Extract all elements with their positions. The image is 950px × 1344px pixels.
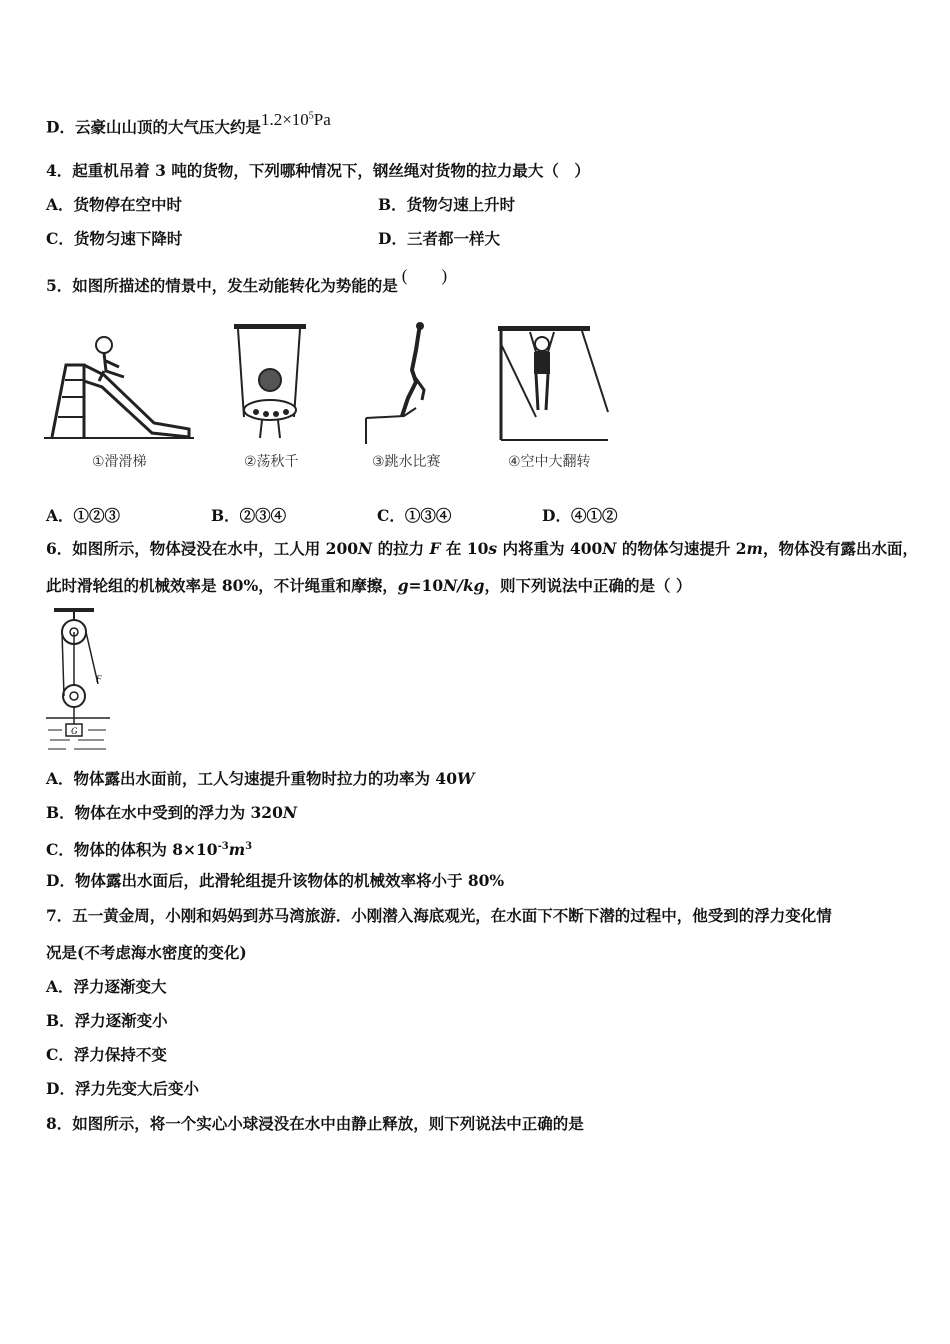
- q7-stem-line2: 况是(不考虑海水密度的变化): [46, 943, 247, 962]
- figure-swing: [226, 322, 316, 447]
- pulley-F-label: F: [96, 674, 102, 684]
- q6-stem-line1: 6．如图所示，物体浸没在水中，工人用 200N 的拉力 F 在 10s 内将重为 400N 的物体匀速提升 2m，物体没有露出水面，: [46, 539, 918, 558]
- q4-stem: 4．起重机吊着 3 吨的货物，下列哪种情况下，钢丝绳对货物的拉力最大（ ）: [46, 161, 590, 180]
- q5-option-b: B．②③④: [211, 506, 287, 525]
- caption-slide: ①滑滑梯: [92, 454, 147, 470]
- q4-option-b: B．货物匀速上升时: [378, 195, 516, 214]
- figure-pulley: [44, 606, 112, 756]
- q5-stem-text: 5．如图所描述的情景中，发生动能转化为势能的是: [46, 276, 398, 295]
- figure-gymnast: [496, 322, 612, 447]
- q6-option-d: D．物体露出水面后，此滑轮组提升该物体的机械效率将小于 80%: [46, 871, 505, 890]
- q5-option-c: C．①③④: [377, 506, 452, 525]
- q3-option-d: [46, 109, 331, 139]
- q5-paren: ( ): [401, 266, 448, 285]
- q5-option-d: D．④①②: [542, 506, 618, 525]
- q5-option-a: A．①②③: [46, 506, 121, 525]
- q6-option-b: B．物体在水中受到的浮力为 320N: [46, 803, 298, 822]
- q7-option-b: B．浮力逐渐变小: [46, 1011, 168, 1030]
- figure-diving: [364, 320, 444, 445]
- q5-stem: [46, 266, 448, 297]
- q7-option-a: A．浮力逐渐变大: [46, 977, 167, 996]
- q7-option-c: C．浮力保持不变: [46, 1045, 167, 1064]
- q7-stem-line1: 7．五一黄金周，小刚和妈妈到苏马湾旅游．小刚潜入海底观光，在水面下不断下潜的过程中，他受到的浮力变化情: [46, 906, 832, 925]
- q6-stem-line2: 此时滑轮组的机械效率是 80%，不计绳重和摩擦，g=10N/kg，则下列说法中正确的是（ ）: [46, 576, 692, 595]
- caption-gymnast: ④空中大翻转: [508, 454, 591, 470]
- figure-slide: [44, 325, 194, 445]
- q8-stem: 8．如图所示，将一个实心小球浸没在水中由静止释放，则下列说法中正确的是: [46, 1114, 584, 1133]
- pulley-G-label: G: [71, 726, 78, 736]
- caption-diving: ③跳水比赛: [372, 454, 441, 470]
- q3-option-d-text: D．云豪山山顶的大气压大约是: [46, 117, 261, 137]
- caption-swing: ②荡秋千: [244, 454, 299, 470]
- q4-option-c: C．货物匀速下降时: [46, 229, 183, 248]
- q7-option-d: D．浮力先变大后变小: [46, 1079, 199, 1098]
- q3-option-d-formula: $1.2\times 10^5Pa$: [260, 109, 331, 129]
- q4-option-d: D．三者都一样大: [378, 229, 500, 248]
- q6-option-c: C．物体的体积为 $8\times 10^{-3}m^3$: [46, 840, 253, 860]
- q6-option-a: A．物体露出水面前，工人匀速提升重物时拉力的功率为 40W: [46, 769, 475, 788]
- q4-option-a: A．货物停在空中时: [46, 195, 183, 214]
